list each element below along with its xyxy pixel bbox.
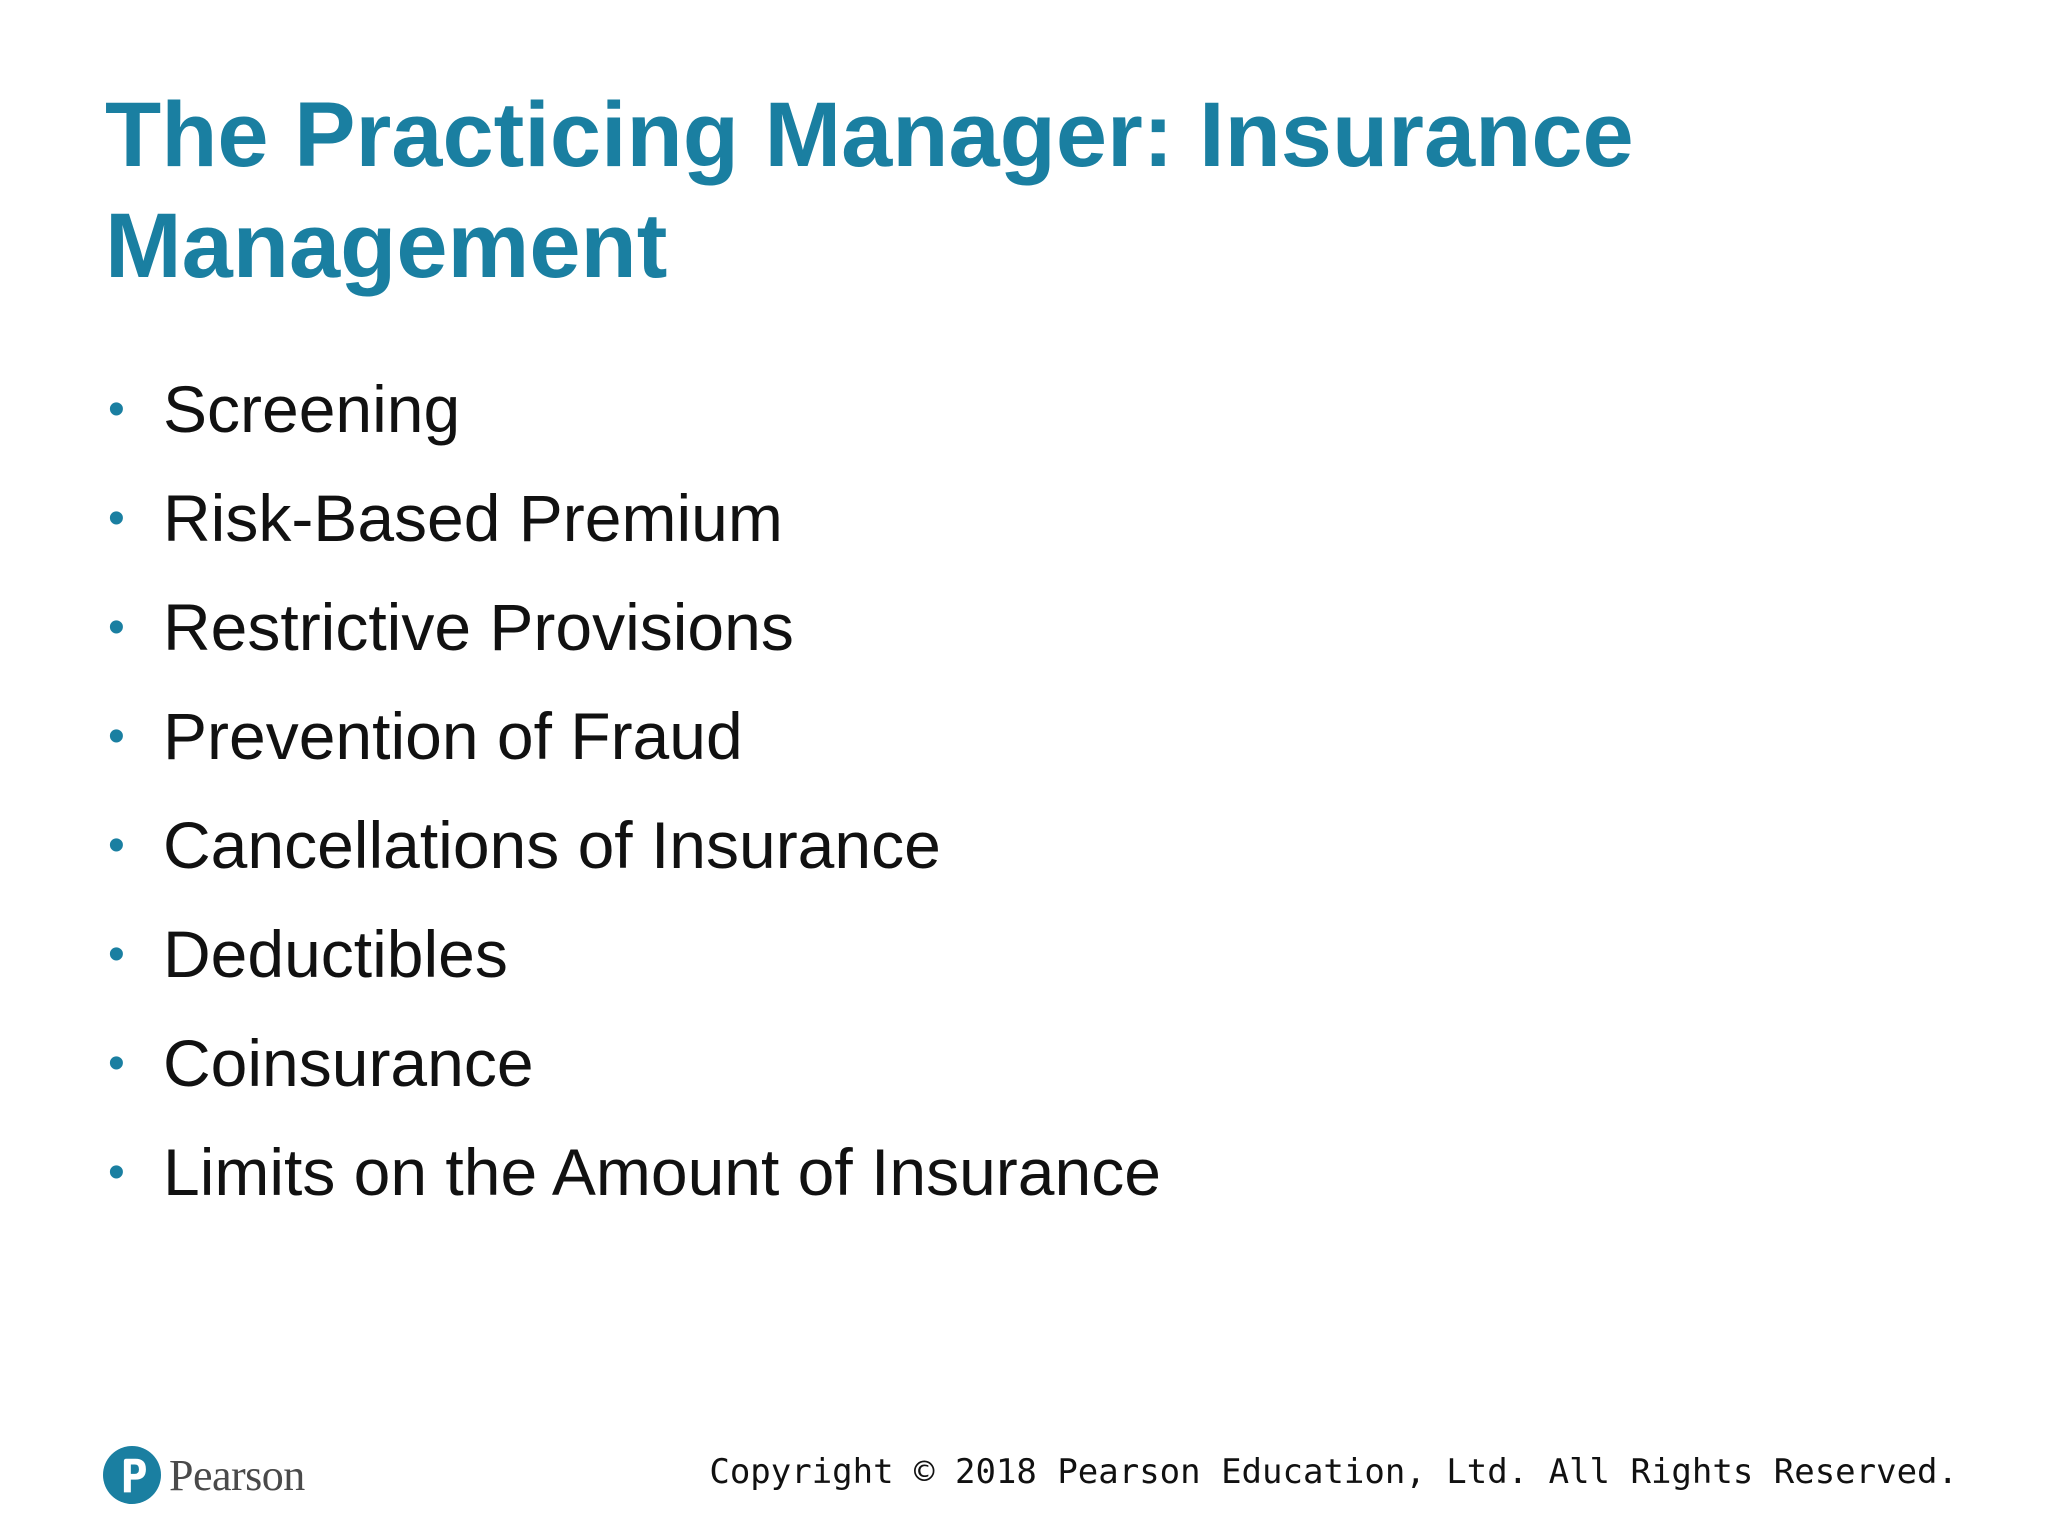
bullet-dot-icon: • [108,383,125,436]
bullet-item [105,1009,1161,1118]
bullet-text: Cancellations of Insurance [163,808,941,882]
bullet-item [105,355,1161,464]
bullet-item [105,900,1161,1009]
copyright-notice: Copyright © 2018 Pearson Education, Ltd. All Rights Reserved. [709,1452,1958,1492]
bullet-item [105,464,1161,573]
bullet-text: Coinsurance [163,1026,534,1100]
bullet-dot-icon: • [108,710,125,763]
bullet-item [105,682,1161,791]
bullet-item [105,1118,1161,1227]
bullet-text: Restrictive Provisions [163,590,794,664]
bullet-dot-icon: • [108,601,125,654]
slide-title-line-2: Management [105,195,668,297]
bullet-text: Deductibles [163,917,508,991]
bullet-dot-icon: • [108,928,125,981]
pearson-logo [103,1443,305,1507]
bullet-text: Limits on the Amount of Insurance [163,1135,1161,1209]
bullet-text: Risk-Based Premium [163,481,783,555]
pearson-logo-icon [103,1446,161,1504]
bullet-dot-icon: • [108,1146,125,1199]
slide-title-line-1: The Practicing Manager: Insurance [105,84,1634,186]
slide-title [105,80,1905,302]
bullet-dot-icon: • [108,492,125,545]
bullet-dot-icon: • [108,819,125,872]
bullet-item [105,791,1161,900]
bullet-text: Prevention of Fraud [163,699,743,773]
bullet-text: Screening [163,372,461,446]
bullet-item [105,573,1161,682]
pearson-logo-text: Pearson [169,1450,305,1500]
bullet-list [105,355,1161,1227]
bullet-dot-icon: • [108,1037,125,1090]
